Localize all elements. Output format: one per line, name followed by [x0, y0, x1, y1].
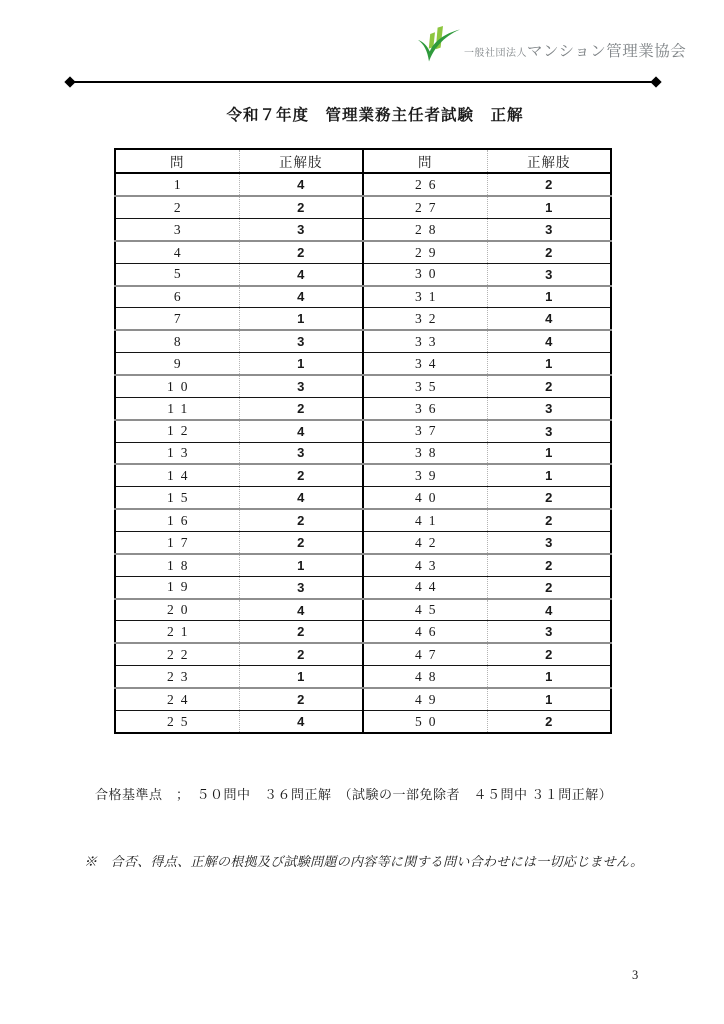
- answer-cell: 1: [487, 442, 611, 464]
- answer-cell: 4: [239, 710, 363, 733]
- answer-cell: 2: [487, 487, 611, 509]
- question-cell: 37: [363, 420, 487, 442]
- answer-cell: 3: [487, 532, 611, 554]
- question-cell: 9: [115, 353, 239, 375]
- answer-cell: 2: [239, 397, 363, 419]
- answer-cell: 3: [239, 442, 363, 464]
- table-row: [115, 263, 611, 285]
- table-row: [115, 330, 611, 352]
- table-row: [115, 397, 611, 419]
- answer-table-body: [115, 173, 611, 733]
- question-cell: 24: [115, 688, 239, 710]
- answer-cell: 4: [239, 263, 363, 285]
- question-cell: 14: [115, 464, 239, 486]
- answer-cell: 2: [487, 643, 611, 665]
- answer-cell: 1: [487, 464, 611, 486]
- question-cell: 10: [115, 375, 239, 397]
- answer-cell: 2: [239, 509, 363, 531]
- question-cell: 26: [363, 173, 487, 196]
- divider-diamond-right: [650, 76, 661, 87]
- column-header: 正解肢: [487, 149, 611, 173]
- org-logo: [416, 24, 686, 68]
- answer-cell: 1: [239, 308, 363, 330]
- answer-cell: 2: [487, 710, 611, 733]
- question-cell: 28: [363, 218, 487, 240]
- answer-cell: 2: [487, 554, 611, 576]
- question-cell: 22: [115, 643, 239, 665]
- answer-cell: 4: [239, 487, 363, 509]
- table-row: [115, 286, 611, 308]
- column-header: 問: [363, 149, 487, 173]
- table-row: [115, 554, 611, 576]
- table-row: [115, 710, 611, 733]
- question-cell: 21: [115, 621, 239, 643]
- question-cell: 16: [115, 509, 239, 531]
- answer-table-head: [115, 149, 611, 173]
- answer-cell: 1: [487, 666, 611, 688]
- answer-cell: 1: [239, 554, 363, 576]
- answer-cell: 2: [239, 688, 363, 710]
- question-cell: 41: [363, 509, 487, 531]
- question-cell: 11: [115, 397, 239, 419]
- question-cell: 40: [363, 487, 487, 509]
- question-cell: 13: [115, 442, 239, 464]
- header-divider-line: [69, 81, 657, 83]
- question-cell: 33: [363, 330, 487, 352]
- answer-cell: 2: [239, 621, 363, 643]
- disclaimer-note: ※ 合否、得点、正解の根拠及び試験問題の内容等に関する問い合わせには一切応じません。: [84, 854, 644, 869]
- question-cell: 17: [115, 532, 239, 554]
- table-row: [115, 308, 611, 330]
- question-cell: 50: [363, 710, 487, 733]
- answer-cell: 1: [239, 666, 363, 688]
- answer-cell: 3: [239, 375, 363, 397]
- sprout-leaf-icon: [416, 24, 462, 68]
- question-cell: 30: [363, 263, 487, 285]
- answer-cell: 2: [487, 509, 611, 531]
- question-cell: 45: [363, 599, 487, 621]
- answer-cell: 3: [239, 218, 363, 240]
- answer-cell: 2: [239, 532, 363, 554]
- table-row: [115, 420, 611, 442]
- table-row: [115, 464, 611, 486]
- question-cell: 36: [363, 397, 487, 419]
- table-row: [115, 599, 611, 621]
- table-row: [115, 487, 611, 509]
- question-cell: 35: [363, 375, 487, 397]
- question-cell: 44: [363, 576, 487, 598]
- table-row: [115, 218, 611, 240]
- question-cell: 8: [115, 330, 239, 352]
- answer-cell: 3: [487, 218, 611, 240]
- answer-cell: 4: [487, 308, 611, 330]
- answer-cell: 3: [239, 576, 363, 598]
- question-cell: 18: [115, 554, 239, 576]
- page-number: 3: [632, 968, 639, 982]
- answer-cell: 3: [239, 330, 363, 352]
- question-cell: 46: [363, 621, 487, 643]
- answer-cell: 4: [487, 330, 611, 352]
- question-cell: 34: [363, 353, 487, 375]
- answer-cell: 4: [239, 599, 363, 621]
- answer-cell: 4: [239, 286, 363, 308]
- question-cell: 38: [363, 442, 487, 464]
- question-cell: 2: [115, 196, 239, 218]
- answer-cell: 1: [239, 353, 363, 375]
- answer-cell: 2: [487, 173, 611, 196]
- answer-cell: 2: [487, 375, 611, 397]
- column-header: 問: [115, 149, 239, 173]
- answer-cell: 3: [487, 621, 611, 643]
- question-cell: 27: [363, 196, 487, 218]
- question-cell: 48: [363, 666, 487, 688]
- answer-cell: 2: [239, 241, 363, 263]
- answer-cell: 3: [487, 263, 611, 285]
- page-title: 令和７年度 管理業務主任者試験 正解: [226, 107, 524, 124]
- org-logo-text: [464, 39, 686, 68]
- table-row: [115, 532, 611, 554]
- table-row: [115, 241, 611, 263]
- question-cell: 32: [363, 308, 487, 330]
- question-cell: 15: [115, 487, 239, 509]
- answer-cell: 2: [487, 241, 611, 263]
- answer-cell: 4: [487, 599, 611, 621]
- question-cell: 43: [363, 554, 487, 576]
- answer-cell: 1: [487, 353, 611, 375]
- answer-cell: 1: [487, 688, 611, 710]
- answer-cell: 2: [239, 196, 363, 218]
- question-cell: 19: [115, 576, 239, 598]
- question-cell: 29: [363, 241, 487, 263]
- table-row: [115, 621, 611, 643]
- table-row: [115, 509, 611, 531]
- answer-cell: 2: [487, 576, 611, 598]
- org-prefix-label: 一般社団法人: [464, 48, 527, 59]
- table-row: [115, 375, 611, 397]
- answer-cell: 3: [487, 397, 611, 419]
- header-row: [115, 149, 611, 173]
- question-cell: 23: [115, 666, 239, 688]
- passing-criteria-note: 合格基準点 ； ５０問中 ３６問正解 （試験の一部免除者 ４５問中 ３１問正解）: [95, 787, 613, 802]
- question-cell: 1: [115, 173, 239, 196]
- column-header: 正解肢: [239, 149, 363, 173]
- table-row: [115, 688, 611, 710]
- question-cell: 49: [363, 688, 487, 710]
- table-row: [115, 442, 611, 464]
- question-cell: 7: [115, 308, 239, 330]
- question-cell: 42: [363, 532, 487, 554]
- answer-cell: 4: [239, 420, 363, 442]
- org-name-label: マンション管理業協会: [527, 43, 687, 60]
- table-row: [115, 353, 611, 375]
- divider-diamond-left: [64, 76, 75, 87]
- table-row: [115, 666, 611, 688]
- answer-cell: 4: [239, 173, 363, 196]
- question-cell: 3: [115, 218, 239, 240]
- question-cell: 20: [115, 599, 239, 621]
- question-cell: 47: [363, 643, 487, 665]
- question-cell: 31: [363, 286, 487, 308]
- question-cell: 25: [167, 713, 195, 729]
- question-cell: 12: [115, 420, 239, 442]
- question-cell: 5: [115, 263, 239, 285]
- table-row: [115, 576, 611, 598]
- table-row: [115, 173, 611, 196]
- table-row: [115, 643, 611, 665]
- question-cell: 4: [115, 241, 239, 263]
- question-cell: 6: [115, 286, 239, 308]
- answer-cell: 1: [487, 196, 611, 218]
- answer-table: [114, 148, 612, 734]
- answer-cell: 1: [487, 286, 611, 308]
- answer-cell: 2: [239, 643, 363, 665]
- question-cell: 39: [363, 464, 487, 486]
- answer-cell: 3: [487, 420, 611, 442]
- answer-cell: 2: [239, 464, 363, 486]
- table-row: [115, 196, 611, 218]
